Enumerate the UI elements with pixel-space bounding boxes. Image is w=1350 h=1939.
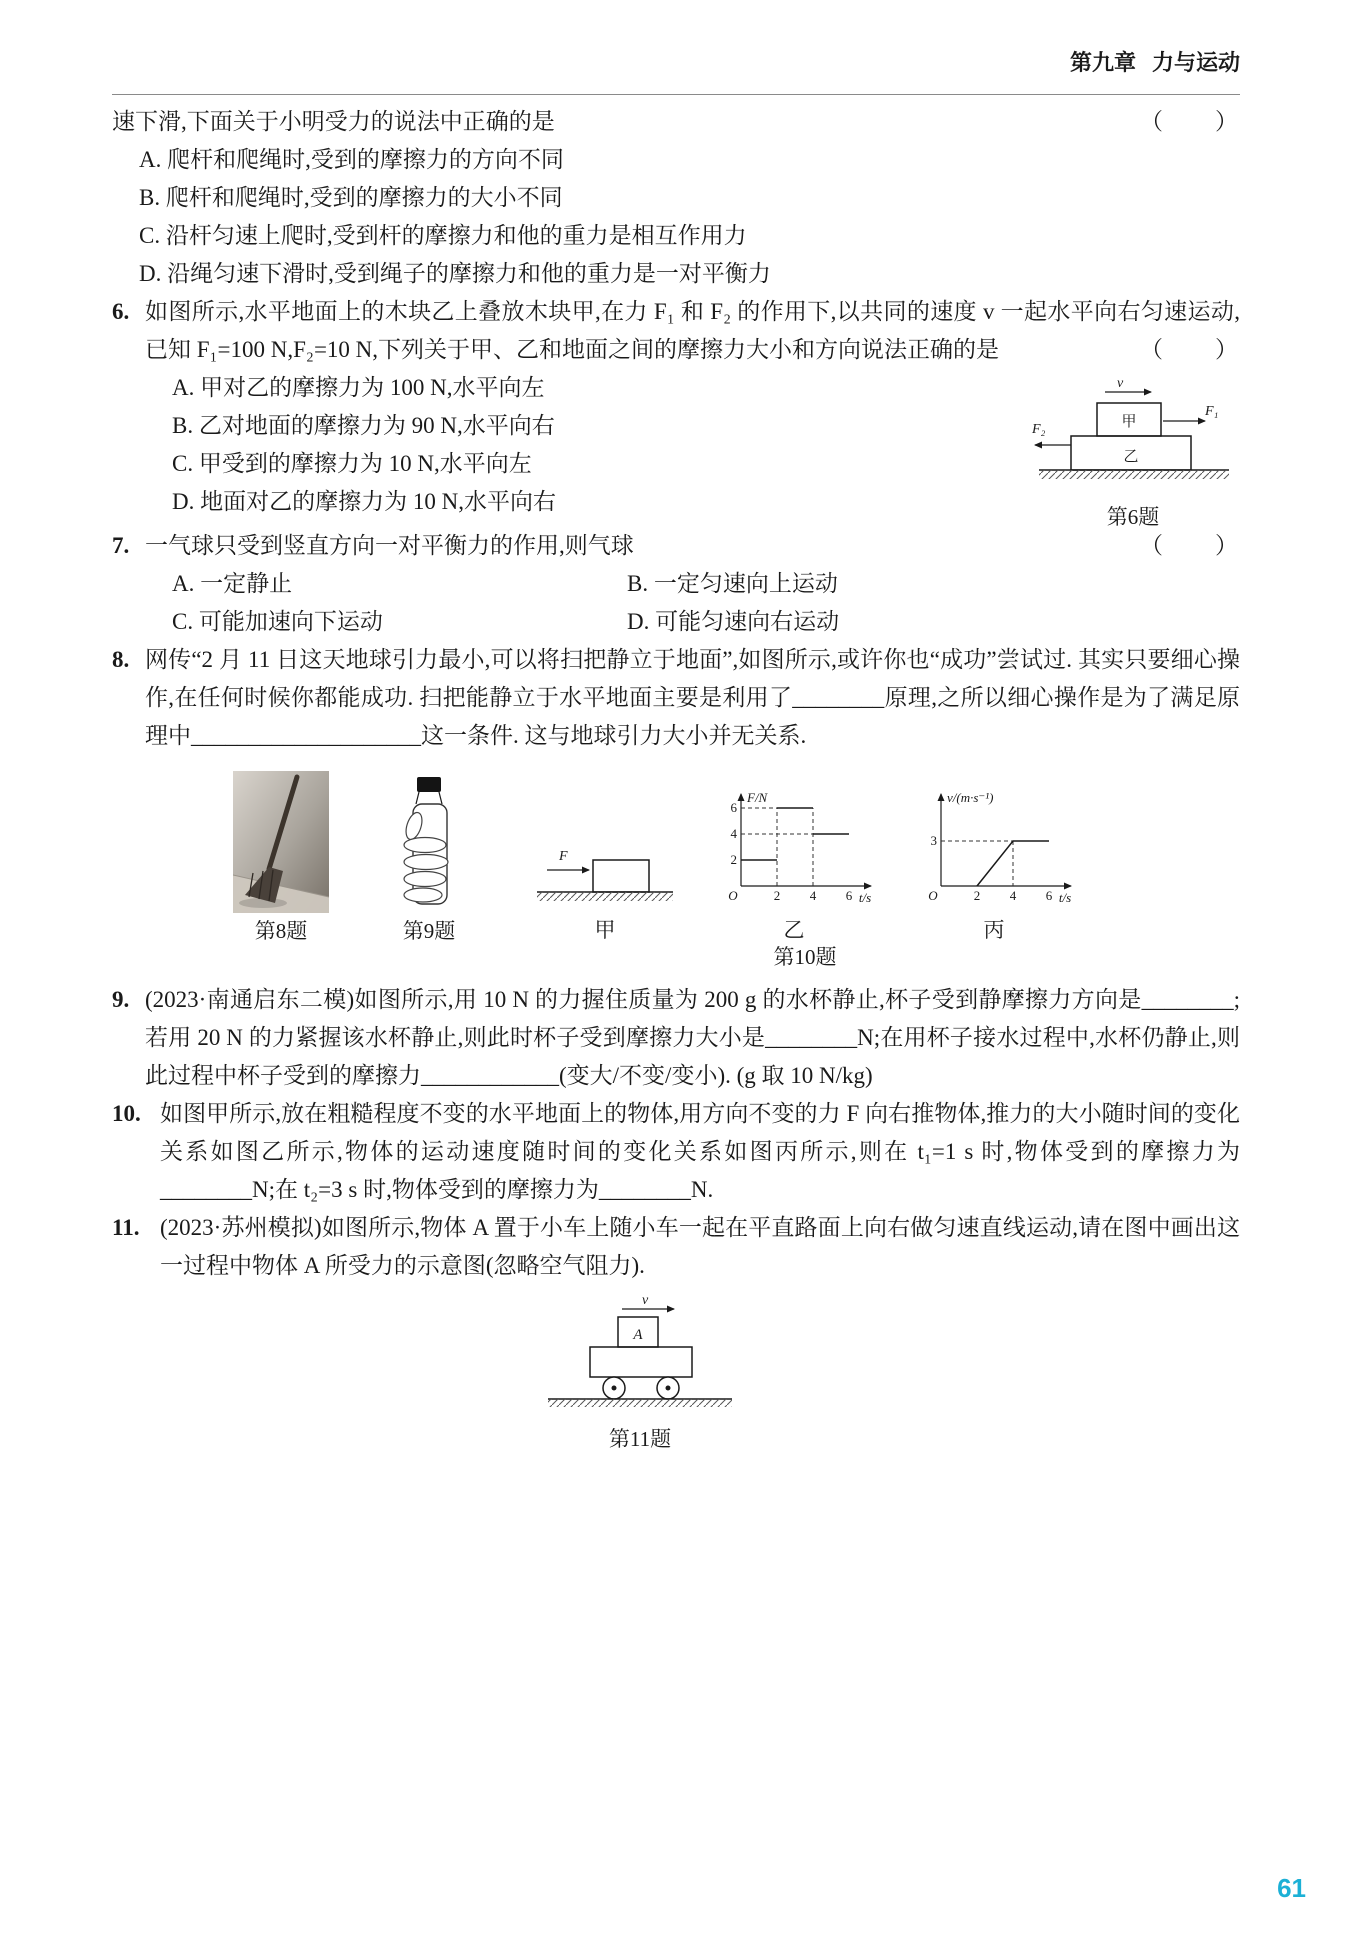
figure-q9-bottle xyxy=(387,771,471,944)
pushed-block-diagram xyxy=(529,828,681,912)
question-5-continuation xyxy=(112,103,1240,293)
x-axis-label: t/s xyxy=(1058,890,1072,905)
figure-caption: 甲 xyxy=(594,918,616,942)
figure-caption: 第9题 xyxy=(402,919,456,943)
figure-caption: 第8题 xyxy=(254,919,308,943)
question-source: (2023·苏州模拟) xyxy=(160,1215,322,1240)
option-a: A. 爬杆和爬绳时,受到的摩擦力的方向不同 xyxy=(139,147,564,172)
y-tick: 3 xyxy=(930,833,937,848)
option-d: D. 可能匀速向右运动 xyxy=(627,609,840,634)
figure-q10-bing-graph xyxy=(907,780,1081,943)
option-b: B. 乙对地面的摩擦力为 90 N,水平向右 xyxy=(172,413,555,438)
figure-q10-caption: 第10题 xyxy=(773,945,837,969)
origin-label: O xyxy=(728,888,738,903)
bottle-in-hand-art xyxy=(387,771,471,913)
block-yi-label: 乙 xyxy=(1123,449,1139,465)
figure-caption: 第6题 xyxy=(1106,505,1160,529)
x-tick: 2 xyxy=(973,888,981,903)
question-6 xyxy=(112,293,1240,527)
blocks-diagram xyxy=(1027,375,1239,487)
option-c: C. 沿杆匀速上爬时,受到杆的摩擦力和他的重力是相互作用力 xyxy=(139,223,747,248)
question-stem xyxy=(145,527,1240,565)
y-axis-label: v/(m·s⁻¹) xyxy=(947,790,994,805)
figure-q11 xyxy=(160,1293,1120,1452)
cart-body xyxy=(590,1347,692,1377)
figure-q8-broom-photo xyxy=(233,771,329,944)
broom-photo xyxy=(233,771,329,913)
page-header xyxy=(112,44,1240,95)
broom-photo-art xyxy=(233,771,329,913)
question-stem xyxy=(112,103,1240,141)
question-text: 如图甲所示,放在粗糙程度不变的水平地面上的物体,用方向不变的力 F 向右推物体,推力的大小随时间的变化关系如图乙所示,物体的运动速度随时间的变化关系如图丙所示,则在 t₁=1 s 时,物体受到的摩擦力为________N;在 t₂=3 s 时,物体受到的摩擦力为________N. xyxy=(160,1101,1240,1202)
ground-hatch xyxy=(537,892,673,901)
ground-hatch xyxy=(1039,470,1229,479)
option-c: C. 甲受到的摩擦力为 10 N,水平向左 xyxy=(172,451,532,476)
velocity-label: v xyxy=(1117,376,1124,391)
y-tick: 2 xyxy=(730,852,737,867)
answer-bracket: （ ） xyxy=(1140,533,1240,558)
force-f2-label: F₂ xyxy=(1032,422,1046,437)
question-text: 网传“2 月 11 日这天地球引力最小,可以将扫把静立于地面”,如图所示,或许你也“成功”尝试过. 其实只要细心操作,在任何时候你都能成功. 扫把能静立于水平地面主要是利用了________原理,之所以细心操作是为了满足原理中____________________这一条件. 这与地球引力大小并无关系. xyxy=(145,647,1240,748)
option-a: A. 甲对乙的摩擦力为 100 N,水平向左 xyxy=(172,375,545,400)
stem-text: 一气球只受到竖直方向一对平衡力的作用,则气球 xyxy=(145,533,634,558)
question-source: (2023·南通启东二模) xyxy=(145,987,355,1012)
finger xyxy=(404,888,442,902)
figure-q10-yi-graph xyxy=(707,780,881,943)
stem-text: 如图所示,水平地面上的木块乙上叠放木块甲,在力 F₁ 和 F₂ 的作用下,以共同的速度 v 一起水平向右匀速运动,已知 F₁=100 N,F₂=10 N,下列关于甲、乙和地面之间的摩擦力大小和方向说法正确的是 xyxy=(145,299,1240,362)
question-7 xyxy=(112,527,1240,641)
ground-hatch xyxy=(548,1399,732,1407)
stem-text: 速下滑,下面关于小明受力的说法中正确的是 xyxy=(112,109,555,134)
wheel-axle xyxy=(666,1386,671,1391)
figure-row xyxy=(233,771,1240,971)
question-10 xyxy=(112,1095,1240,1209)
question-body-text: 如图所示,用 10 N 的力握住质量为 200 g 的水杯静止,杯子受到静摩擦力方向是________;若用 20 N 的力紧握该水杯静止,则此时杯子受到摩擦力大小是________N;在用杯子接水过程中,水杯仍静止,则此过程中杯子受到的摩擦力____________(变大/不变/变小). (g 取 10 N/kg) xyxy=(145,987,1241,1088)
chapter-label: 第九章 xyxy=(1069,50,1136,75)
figure-q6-blocks xyxy=(1026,375,1240,530)
velocity-label: v xyxy=(642,1293,649,1308)
figure-caption: 乙 xyxy=(783,918,805,942)
option-b: B. 爬杆和爬绳时,受到的摩擦力的大小不同 xyxy=(139,185,563,210)
option-b: B. 一定匀速向上运动 xyxy=(627,571,838,596)
figure-q10-group xyxy=(529,780,1081,971)
question-8 xyxy=(112,641,1240,971)
x-tick: 6 xyxy=(1045,888,1053,903)
force-time-graph xyxy=(707,780,881,912)
question-number: 6. xyxy=(112,299,130,324)
force-f-label: F xyxy=(559,849,568,864)
chapter-title: 力与运动 xyxy=(1151,50,1240,75)
question-number: 11. xyxy=(112,1215,140,1240)
question-body-text: 如图所示,物体 A 置于小车上随小车一起在平直路面上向右做匀速直线运动,请在图中画出这一过程中物体 A 所受力的示意图(忽略空气阻力). xyxy=(160,1215,1240,1278)
question-11 xyxy=(112,1209,1240,1452)
options-two-columns xyxy=(145,565,1240,641)
object-A-label: A xyxy=(633,1327,643,1343)
question-number: 9. xyxy=(112,987,130,1012)
finger xyxy=(404,855,448,870)
question-number: 10. xyxy=(112,1101,141,1126)
origin-label: O xyxy=(928,888,938,903)
option-d: D. 地面对乙的摩擦力为 10 N,水平向右 xyxy=(172,489,556,514)
y-tick: 4 xyxy=(730,826,737,841)
wheel-axle xyxy=(612,1386,617,1391)
bottle-cap xyxy=(417,777,441,792)
figure-caption: 第11题 xyxy=(608,1427,672,1451)
figure-caption: 丙 xyxy=(983,918,1005,942)
finger xyxy=(404,838,446,853)
question-text xyxy=(145,981,1240,1095)
x-tick: 2 xyxy=(773,888,781,903)
velocity-time-graph xyxy=(907,780,1081,912)
y-tick: 6 xyxy=(730,800,737,815)
figure-q10-jia xyxy=(529,828,681,943)
cart-diagram xyxy=(524,1293,756,1421)
question-stem xyxy=(145,293,1240,369)
x-tick: 4 xyxy=(1009,888,1017,903)
cart-figure xyxy=(524,1293,756,1452)
page-number: 61 xyxy=(1277,1873,1306,1903)
question-9 xyxy=(112,981,1240,1095)
question-number: 8. xyxy=(112,647,130,672)
question-text xyxy=(160,1209,1240,1285)
x-tick: 6 xyxy=(845,888,853,903)
x-tick: 4 xyxy=(809,888,817,903)
option-d: D. 沿绳匀速下滑时,受到绳子的摩擦力和他的重力是一对平衡力 xyxy=(139,261,771,286)
x-axis-label: t/s xyxy=(858,890,872,905)
force-f1-label: F₁ xyxy=(1205,404,1219,419)
option-a: A. 一定静止 xyxy=(172,571,293,596)
answer-bracket: （ ） xyxy=(1140,337,1240,362)
y-axis-label: F/N xyxy=(747,790,768,805)
options-with-figure xyxy=(145,369,1240,527)
answer-bracket: （ ） xyxy=(1140,109,1240,134)
block xyxy=(593,860,649,892)
question-number: 7. xyxy=(112,533,130,558)
block-jia-label: 甲 xyxy=(1121,414,1137,430)
finger xyxy=(404,872,446,887)
option-c: C. 可能加速向下运动 xyxy=(172,609,383,634)
